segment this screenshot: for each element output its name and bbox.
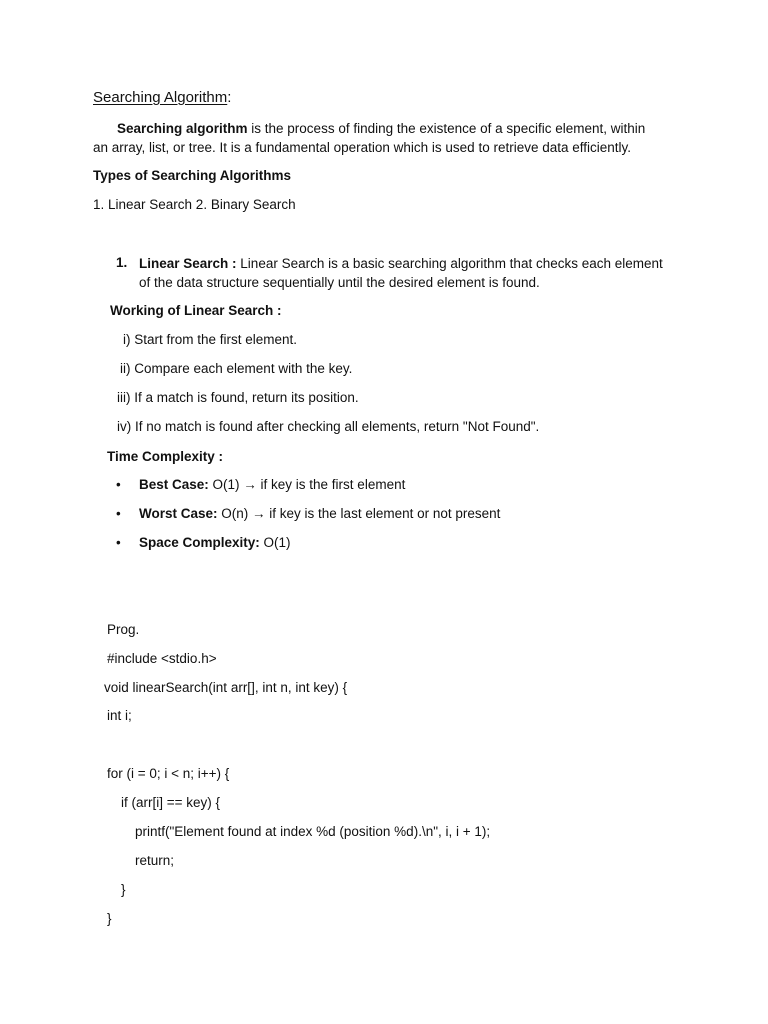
code-line: } — [107, 911, 112, 926]
linear-number-text: 1. — [116, 255, 128, 270]
intro-line-1 — [117, 119, 645, 138]
title-text: Searching Algorithm — [93, 89, 228, 106]
code-line: void linearSearch(int arr[], int n, int key) { — [104, 680, 348, 695]
title-colon: : — [227, 89, 232, 106]
intro-line-1-text: is the process of finding the existence of a specific element, within — [247, 121, 646, 136]
complexity-heading — [107, 449, 223, 464]
linear-desc-line-1 — [139, 254, 663, 273]
code-line: #include <stdio.h> — [107, 651, 217, 666]
page-title — [93, 89, 231, 106]
bullet-icon: • — [116, 506, 121, 521]
program-label: Prog. — [107, 622, 140, 637]
complexity-value: O(1) — [259, 535, 291, 550]
types-heading — [93, 168, 291, 183]
code-line: int i; — [107, 708, 132, 723]
linear-term: Linear Search : — [139, 256, 237, 271]
working-step: iv) If no match is found after checking all elements, return "Not Found". — [117, 419, 540, 434]
linear-number — [116, 255, 127, 270]
linear-desc-line-2: of the data structure sequentially until the desired element is found. — [139, 275, 540, 290]
types-list: 1. Linear Search 2. Binary Search — [93, 197, 296, 212]
complexity-value: O(n) → if key is the last element or not present — [217, 506, 501, 521]
complexity-item-best — [139, 477, 405, 492]
linear-desc-text-1: Linear Search is a basic searching algorithm that checks each element — [236, 256, 663, 271]
code-line: if (arr[i] == key) { — [121, 795, 221, 810]
working-step: i) Start from the first element. — [123, 332, 298, 347]
complexity-value: O(1) → if key is the first element — [208, 477, 406, 492]
complexity-heading-text: Time Complexity : — [107, 449, 224, 464]
complexity-label: Worst Case: — [139, 506, 218, 521]
code-line: return; — [135, 853, 175, 868]
working-step: ii) Compare each element with the key. — [120, 361, 353, 376]
code-line: printf("Element found at index %d (position %d).\n", i, i + 1); — [135, 824, 491, 839]
complexity-item-worst — [139, 506, 500, 521]
complexity-label: Best Case: — [139, 477, 209, 492]
code-line: for (i = 0; i < n; i++) { — [107, 766, 230, 781]
complexity-label: Space Complexity: — [139, 535, 260, 550]
types-heading-text: Types of Searching Algorithms — [93, 168, 292, 183]
working-heading-text: Working of Linear Search : — [110, 303, 282, 318]
code-line: } — [121, 882, 126, 897]
bullet-icon: • — [116, 535, 121, 550]
intro-line-2: an array, list, or tree. It is a fundamental operation which is used to retrieve data efficiently. — [93, 140, 632, 155]
complexity-item-space — [139, 535, 291, 550]
working-step: iii) If a match is found, return its position. — [117, 390, 359, 405]
working-heading — [110, 303, 282, 318]
intro-term: Searching algorithm — [117, 121, 248, 136]
bullet-icon: • — [116, 477, 121, 492]
